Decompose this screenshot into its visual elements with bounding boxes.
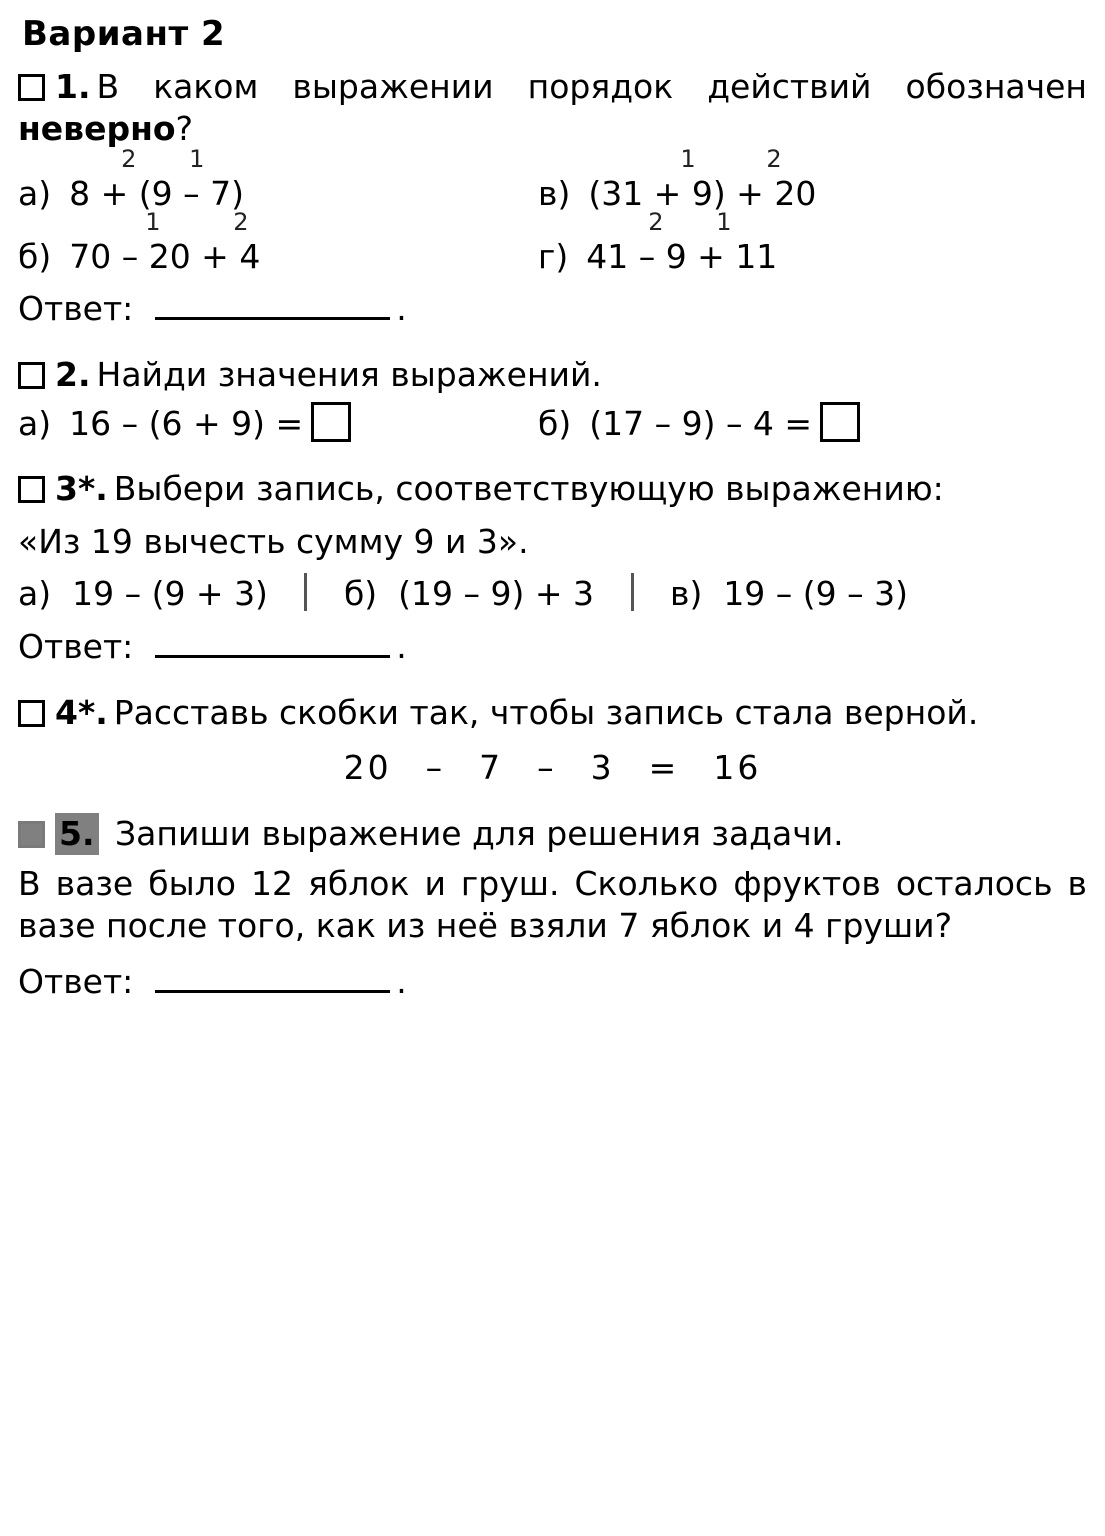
- task-4-eq-term-2: 7: [479, 748, 504, 787]
- task-4-checkbox[interactable]: [18, 700, 45, 727]
- task-1-option-a-expr: 8 + (9 – 7): [69, 174, 244, 214]
- task-1-option-a-marks: 2 1: [121, 145, 205, 174]
- task-3-text: Выбери запись, соответствующую выражению:: [113, 469, 944, 509]
- task-1-option-g-expr-wrap: [586, 207, 778, 276]
- task-2-item-a: [18, 402, 538, 442]
- task-3-number: 3*.: [55, 469, 108, 509]
- task-1-option-g-label: г): [538, 236, 569, 276]
- task-5-answer-period: .: [396, 961, 407, 1001]
- task-5-answer-label: Ответ:: [18, 961, 134, 1001]
- task-2-item-a-expr: 16 – (6 + 9) =: [69, 404, 304, 443]
- task-3-option-b[interactable]: [344, 574, 594, 613]
- task-3-option-v-expr: 19 – (9 – 3): [723, 573, 909, 613]
- task-5-question: [18, 813, 1087, 855]
- task-2-checkbox[interactable]: [18, 362, 45, 389]
- task-1-option-b-expr-wrap: [69, 207, 261, 276]
- task-3-option-b-label: б): [343, 573, 378, 613]
- task-5-answer-blank[interactable]: [155, 964, 390, 993]
- task-3-options: [18, 573, 1087, 613]
- task-1-option-v-marks: 1 2: [680, 145, 782, 174]
- task-1-text-part1: В каком выражении порядок действий обозначен: [96, 67, 1087, 106]
- task-4-eq-equals: =: [648, 748, 680, 787]
- task-5-number: 5.: [55, 813, 99, 855]
- task-1-option-v-expr-wrap: [588, 145, 817, 214]
- page-title: Вариант 2: [22, 14, 226, 54]
- option-divider-2: [631, 573, 634, 611]
- task-5: [18, 813, 1087, 1001]
- task-5-problem: В вазе было 12 яблок и груш. Сколько фруктов осталось в вазе после того, как из неё взяли 7 яблок и 4 груши?: [18, 864, 1087, 946]
- task-4-eq-term-3: 3: [590, 748, 615, 787]
- task-4-number: 4*.: [55, 692, 108, 732]
- task-3-checkbox[interactable]: [18, 476, 45, 503]
- task-3-option-a[interactable]: [18, 574, 268, 613]
- task-1: [18, 66, 1087, 328]
- task-1-text-bold: неверно: [18, 109, 176, 149]
- task-1-answer-line: [18, 289, 1087, 328]
- task-2-item-b-label: б): [538, 404, 572, 443]
- task-4: [18, 692, 1087, 787]
- task-1-answer-period: .: [396, 289, 407, 329]
- task-1-question: [18, 66, 1087, 150]
- task-4-equation[interactable]: [18, 748, 1087, 787]
- task-2-item-b-input-box[interactable]: [820, 402, 860, 442]
- task-1-number: 1.: [55, 67, 91, 106]
- task-2-item-a-input-box[interactable]: [311, 402, 351, 442]
- task-1-option-g-expr: 41 – 9 + 11: [586, 236, 778, 276]
- task-4-eq-op-1: –: [425, 748, 446, 787]
- task-3-answer-line: [18, 627, 1087, 666]
- task-3-question: [18, 468, 1087, 510]
- task-1-answer-blank[interactable]: [155, 291, 390, 320]
- task-5-text: Запиши выражение для решения задачи.: [115, 814, 844, 853]
- task-1-option-v-label: в): [538, 174, 571, 214]
- task-3-answer-label: Ответ:: [18, 626, 134, 666]
- task-1-option-g-marks: 2 1: [648, 207, 732, 236]
- task-5-checkbox[interactable]: [18, 821, 45, 848]
- option-divider-1: [304, 573, 307, 611]
- task-1-option-b-marks: 1 2: [145, 207, 249, 236]
- task-1-options-row-2: [18, 207, 1087, 276]
- task-1-option-v[interactable]: [538, 145, 817, 214]
- task-5-answer-line: [18, 962, 1087, 1001]
- task-1-option-b[interactable]: [18, 207, 538, 276]
- task-2-item-b-expr: (17 – 9) – 4 =: [589, 404, 813, 443]
- task-1-option-b-expr: 70 – 20 + 4: [69, 236, 261, 276]
- task-3-option-b-expr: (19 – 9) + 3: [398, 573, 594, 613]
- task-3-option-v[interactable]: [670, 574, 908, 613]
- task-3: [18, 468, 1087, 665]
- task-3-answer-period: .: [396, 626, 407, 666]
- task-3-option-a-expr: 19 – (9 + 3): [72, 573, 268, 613]
- task-3-answer-blank[interactable]: [155, 629, 390, 658]
- task-2-question: [18, 354, 1087, 396]
- task-2-text: Найди значения выражений.: [96, 355, 602, 395]
- task-4-eq-result: 16: [713, 748, 762, 787]
- task-1-option-a-label: а): [18, 174, 52, 214]
- task-1-option-b-label: б): [18, 236, 52, 276]
- task-2-item-a-label: а): [18, 404, 52, 443]
- task-1-answer-label: Ответ:: [18, 289, 134, 329]
- task-3-option-a-label: а): [18, 573, 52, 613]
- task-4-question: [18, 692, 1087, 734]
- task-2-item-b: [538, 402, 860, 442]
- task-4-eq-op-2: –: [537, 748, 557, 787]
- task-1-option-v-expr: (31 + 9) + 20: [588, 174, 817, 214]
- task-2: [18, 354, 1087, 442]
- task-1-options-row-1: [18, 145, 1087, 214]
- task-4-text: Расставь скобки так, чтобы запись стала верной.: [113, 692, 979, 732]
- task-3-quote: «Из 19 вычесть сумму 9 и 3».: [18, 521, 529, 561]
- task-2-items-row: [18, 402, 1087, 442]
- task-1-option-a[interactable]: [18, 145, 538, 214]
- task-1-checkbox[interactable]: [18, 74, 45, 101]
- task-3-option-v-label: в): [670, 573, 703, 613]
- task-1-option-g[interactable]: [538, 207, 778, 276]
- task-4-eq-term-1: 20: [343, 748, 392, 787]
- task-2-number: 2.: [55, 355, 91, 395]
- task-1-text-part3: ?: [175, 109, 194, 149]
